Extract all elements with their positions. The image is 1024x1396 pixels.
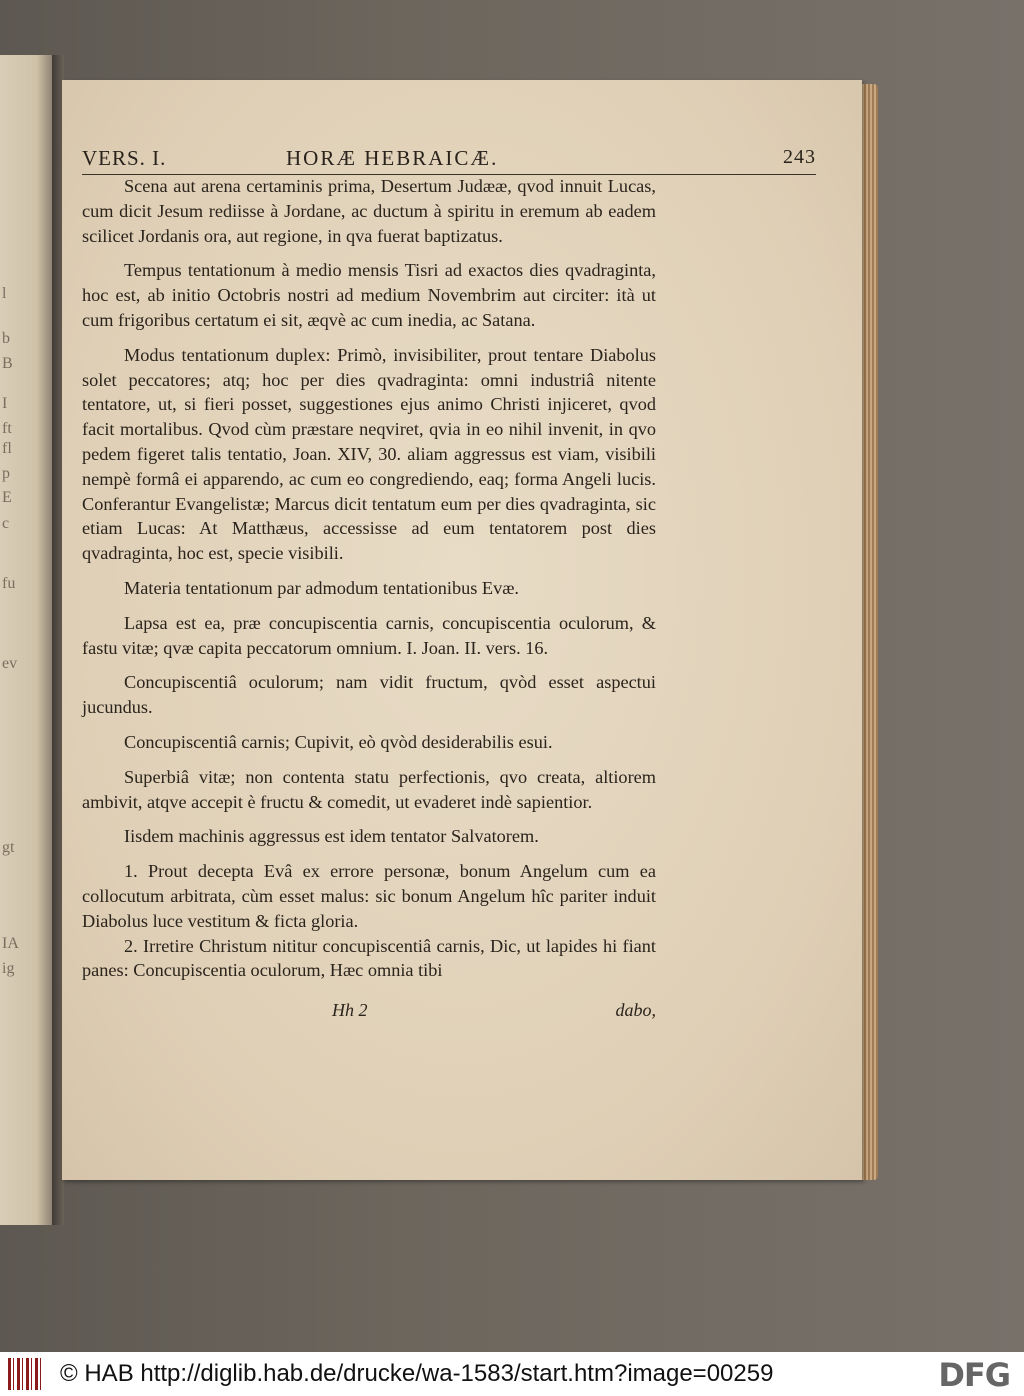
left-fragment: b	[2, 330, 10, 347]
left-fragment: IA	[2, 935, 19, 952]
paragraph: Tempus tentationum à medio mensis Tisri ad exactos dies qvadraginta, hoc est, ab initio Octobris nostri ad medium Novembrim aut circiter: ità ut cum frigoribus certatum ei sit, æqvè ac cum inedia, ac Satana.	[82, 260, 656, 330]
left-fragment: B	[2, 355, 13, 372]
paragraph: Materia tentationum par admodum tentationibus Evæ.	[124, 577, 519, 598]
paragraph: Scena aut arena certaminis prima, Desertum Judææ, qvod innuit Lucas, cum dicit Jesum rediisse à Jordane, ac ductum à spiritu in eremum ab eadem scilicet Jordanis ora, aut regione, in qva fuerat baptizatus.	[82, 176, 656, 246]
paragraph: Lapsa est ea, præ concupiscentia carnis, concupiscentia oculorum, & fastu vitæ; qvæ capita peccatorum omnium. I. Joan. II. vers. 16.	[82, 612, 656, 658]
page-number: 243	[783, 146, 816, 168]
left-page-fragment	[0, 55, 54, 1225]
paragraph: Concupiscentiâ carnis; Cupivit, eò qvòd desiderabilis esui.	[124, 731, 553, 752]
dfg-logo: DFG	[938, 1356, 1010, 1394]
running-head-center: HORÆ HEBRAICÆ.	[286, 146, 499, 170]
left-fragment: ev	[2, 655, 18, 672]
catchword: dabo,	[615, 1000, 656, 1020]
credit-link[interactable]: © HAB http://diglib.hab.de/drucke/wa-1583/start.htm?image=00259	[60, 1360, 774, 1387]
left-fragment: p	[2, 465, 10, 482]
left-fragment: E	[2, 489, 12, 506]
page-body	[82, 174, 656, 983]
numbered-item: 2. Irretire Christum nititur concupiscentiâ carnis, Dic, ut lapides hi fiant panes: Concupiscentia oculorum, Hæc omnia tibi	[82, 935, 656, 981]
left-fragment: ft	[2, 420, 12, 437]
barcode-icon	[8, 1358, 44, 1390]
left-fragment: gt	[2, 839, 15, 856]
running-head	[82, 140, 816, 170]
page-footer	[82, 1000, 656, 1026]
left-fragment: fu	[2, 575, 16, 592]
left-fragment: c	[2, 515, 10, 532]
left-fragment: l	[2, 285, 7, 302]
left-fragment: ig	[2, 960, 15, 977]
left-fragment: fl	[2, 440, 12, 457]
paragraph: Iisdem machinis aggressus est idem tentator Salvatorem.	[124, 826, 539, 847]
book-page	[62, 80, 862, 1180]
running-head-left: VERS. I.	[82, 146, 167, 170]
page-edge	[862, 84, 878, 1180]
paragraph: Superbiâ vitæ; non contenta statu perfectionis, qvo creata, altiorem ambivit, atqve accepit è fructu & comedit, ut evaderet indè sapientior.	[82, 766, 656, 812]
numbered-item: 1. Prout decepta Evâ ex errore personæ, bonum Angelum cum ea collocutum arbitrata, cùm esset malus: sic bonum Angelum hîc pariter induit Diabolus luce vestitum & ficta gloria.	[82, 861, 656, 931]
paragraph: Concupiscentiâ oculorum; nam vidit fructum, qvòd esset aspectui jucundus.	[82, 672, 656, 718]
signature-mark: Hh 2	[332, 1000, 368, 1020]
paragraph: Modus tentationum duplex: Primò, invisibiliter, prout tentare Diabolus solet peccatores; atq; hoc per dies qvadraginta: omni industriâ nitente tentatore, ut, si fieri posset, suggestiones ejus animo Christi injiceret, qvod facit mortalibus. Qvod cùm præstare neqviret, qvia in eo nihil invenit, in qvo pedem figeret talis tentatio, Joan. XIV, 30. aliam aggressus est viam, visibili nempè formâ ei apparendo, ac cum eo congrediendo, eaq; forma Angeli lucis. Conferantur Evangelistæ; Marcus dicit tentatum eum per dies qvadraginta, sic etiam Lucas: At Matthæus, accessisse ad eum tentatorem post dies qvadraginta, hoc est, specie visibili.	[82, 344, 656, 564]
attribution-bar	[0, 1352, 1024, 1396]
left-fragment: I	[2, 395, 8, 412]
